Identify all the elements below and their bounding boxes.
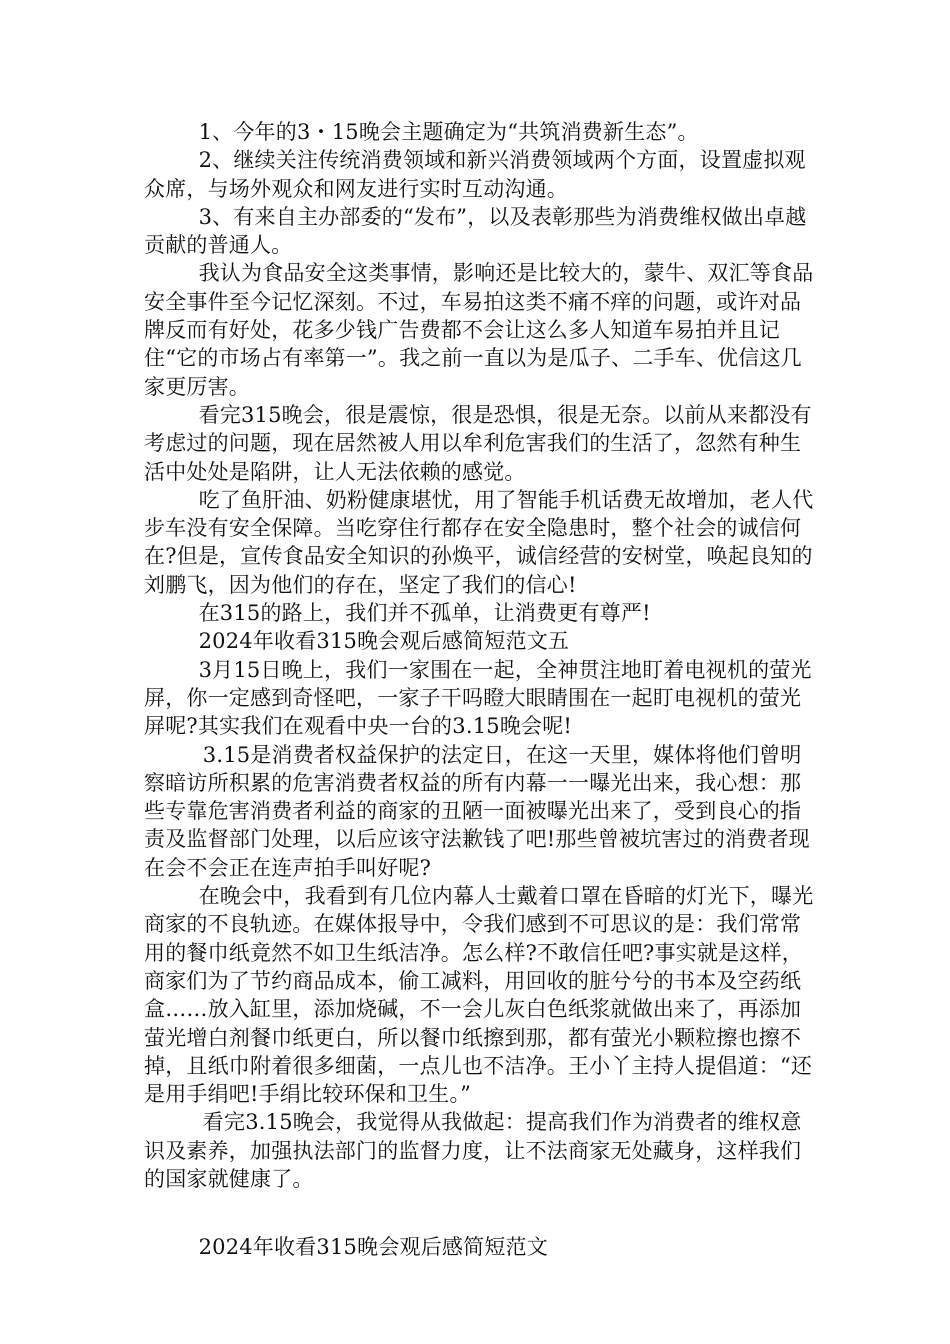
section-heading: 2024年收看315晚会观后感简短范文五	[198, 629, 570, 654]
paragraph-2: 2、继续关注传统消费领域和新兴消费领域两个方面，设置虚拟观众席，与场外观众和网友进行实时互动沟通。	[144, 148, 806, 201]
paragraph-5: 看完315晚会，很是震惊，很是恐惧，很是无奈。以前从来都没有考虑过的问题，现在居然被人用以牟利危害我们的生活了，忽然有种生活中处处是陷阱，让人无法依赖的感觉。	[144, 402, 812, 484]
paragraph-4: 我认为食品安全这类事情，影响还是比较大的，蒙牛、双汇等食品安全事件至今记忆深刻。不过，车易拍这类不痛不痒的问题，或许对品牌反而有好处，花多少钱广告费都不会让这么多人知道车易拍并且记住“它的市场占有率第一”。我之前一直以为是瓜子、二手车、优信这几家更厉害。	[144, 261, 814, 399]
paragraph-8: 3月15日晚上，我们一家围在一起，全神贯注地盯着电视机的萤光屏，你一定感到奇怪吧，一家子干吗瞪大眼睛围在一起盯电视机的萤光屏呢?其实我们在观看中央一台的3.15晚会呢!	[144, 657, 812, 739]
paragraph-9: 3.15是消费者权益保护的法定日，在这一天里，媒体将他们曾明察暗访所积累的危害消费者权益的所有内幕一一曝光出来，我心想：那些专靠危害消费者利益的商家的丑陋一面被曝光出来了，受到良心的指责及监督部门处理，以后应该守法歉钱了吧!那些曾被坑害过的消费者现在会不会正在连声拍手叫好呢?	[144, 742, 810, 880]
paragraph-6: 吃了鱼肝油、奶粉健康堪忧，用了智能手机话费无故增加，老人代步车没有安全保障。当吃穿住行都存在安全隐患时，整个社会的诚信何在?但是，宣传食品安全知识的孙焕平，诚信经营的安树堂，唤起良知的刘鹏飞，因为他们的存在，坚定了我们的信心!	[144, 487, 814, 597]
paragraph-11: 看完3.15晚会，我觉得从我做起：提高我们作为消费者的维权意识及素养，加强执法部门的监督力度，让不法商家无处藏身，这样我们的国家就健康了。	[144, 1110, 802, 1191]
document-body	[144, 118, 814, 1262]
paragraph-1: 1、今年的3・15晚会主题确定为“共筑消费新生态”。	[198, 120, 699, 144]
paragraph-7: 在315的路上，我们并不孤单，让消费更有尊严!	[198, 601, 651, 626]
paragraph-3: 3、有来自主办部委的“发布”，以及表彰那些为消费维权做出卓越贡献的普通人。	[144, 204, 807, 258]
final-title: 2024年收看315晚会观后感简短范文	[198, 1235, 548, 1260]
spacer	[144, 1193, 814, 1233]
paragraph-10: 在晚会中，我看到有几位内幕人士戴着口罩在昏暗的灯光下，曝光商家的不良轨迹。在媒体报导中，令我们感到不可思议的是：我们常常用的餐巾纸竟然不如卫生纸洁净。怎么样?不敢信任吧?事实就是这样，商家们为了节约商品成本，偷工减料，用回收的脏兮兮的书本及空药纸盒……放入缸里，添加烧碱，不一会儿灰白色纸浆就做出来了，再添加萤光增白剂餐巾纸更白，所以餐巾纸擦到那，都有萤光小颗粒擦也擦不掉，且纸巾附着很多细菌，一点儿也不洁净。王小丫主持人提倡道：“还是用手绢吧!手绢比较环保和卫生。”	[144, 884, 814, 1107]
